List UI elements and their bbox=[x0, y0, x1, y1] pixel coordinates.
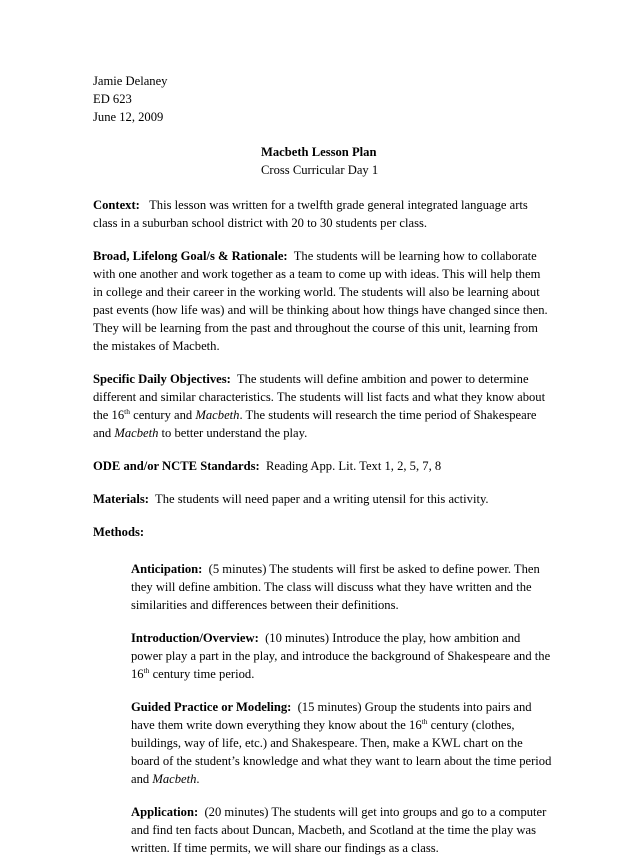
document-date: June 12, 2009 bbox=[93, 110, 164, 124]
objectives-superscript: th bbox=[124, 407, 130, 416]
document-page bbox=[93, 72, 553, 857]
introduction-superscript: th bbox=[143, 666, 150, 675]
document-title: Macbeth Lesson Plan bbox=[261, 145, 377, 159]
context-label: Context: bbox=[93, 198, 140, 212]
introduction-label: Introduction/Overview: bbox=[131, 631, 259, 645]
guided-practice-label: Guided Practice or Modeling: bbox=[131, 700, 292, 714]
guided-practice-text-b: century (clothes, buildings, way of life, etc.) and Shakespeare. Then, make a KWL chart on the board of the student’s knowledge and what they want to learn about the time period and bbox=[131, 718, 552, 786]
objectives-italic-a: Macbeth bbox=[195, 408, 240, 422]
guided-practice-italic: Macbeth bbox=[152, 772, 197, 786]
objectives-italic-b: Macbeth bbox=[114, 426, 159, 440]
goals-section bbox=[93, 247, 553, 355]
context-section bbox=[93, 196, 553, 232]
introduction-text-a: (10 minutes) Introduce the play, how ambition and power play a part in the play, and introduce the background of Shakespeare and the 16 bbox=[131, 631, 551, 681]
objectives-text-a: The students will define ambition and power to determine different and similar characteristics. The students will list facts and what they know about the 16 bbox=[93, 372, 546, 422]
application-label: Application: bbox=[131, 805, 199, 819]
objectives-text-b: century and bbox=[129, 408, 196, 422]
anticipation-label: Anticipation: bbox=[131, 562, 203, 576]
standards-label: ODE and/or NCTE Standards: bbox=[93, 459, 260, 473]
methods-label: Methods: bbox=[93, 525, 145, 539]
document-subtitle: Cross Curricular Day 1 bbox=[261, 163, 379, 177]
methods-section bbox=[93, 523, 553, 857]
application-item bbox=[131, 803, 553, 857]
goals-label: Broad, Lifelong Goal/s & Rationale: bbox=[93, 249, 288, 263]
standards-text: Reading App. Lit. Text 1, 2, 5, 7, 8 bbox=[265, 459, 442, 473]
objectives-text-c: . The students will research the time period of Shakespeare and bbox=[93, 408, 537, 440]
guided-practice-text-a: (15 minutes) Group the students into pairs and have them write down everything they know about the 16 bbox=[131, 700, 532, 732]
application-text: (20 minutes) The students will get into groups and go to a computer and find ten facts about Duncan, Macbeth, and Scotland at the time the play was written. If time permits, we will share our findings as a class. bbox=[131, 805, 547, 855]
guided-practice-text-c: . bbox=[196, 772, 200, 786]
materials-text: The students will need paper and a writing utensil for this activity. bbox=[155, 492, 489, 506]
author-name: Jamie Delaney bbox=[93, 74, 168, 88]
anticipation-item bbox=[131, 560, 553, 614]
anticipation-text: (5 minutes) The students will first be asked to define power. Then they will define ambition. The class will discuss what they have written and the similarities and differences between their definitions. bbox=[131, 562, 540, 612]
goals-text: The students will be learning how to collaborate with one another and work together as a team to come up with ideas. This will help them in college and their career in the working world. The students will also be learning about past events (how life was) and will be thinking about how things have changed since then. They will be learning from the past and throughout the course of this unit, learning from the mistakes of Macbeth. bbox=[93, 249, 548, 353]
context-text: This lesson was written for a twelfth grade general integrated language arts class in a suburban school district with 20 to 30 students per class. bbox=[93, 198, 528, 230]
course-number: ED 623 bbox=[93, 92, 132, 106]
guided-practice-superscript: th bbox=[421, 717, 428, 726]
introduction-item bbox=[131, 629, 553, 683]
objectives-label: Specific Daily Objectives: bbox=[93, 372, 231, 386]
title-block bbox=[261, 143, 553, 179]
introduction-text-b: century time period. bbox=[149, 667, 255, 681]
materials-section bbox=[93, 490, 553, 508]
materials-label: Materials: bbox=[93, 492, 149, 506]
document-header bbox=[93, 72, 553, 126]
objectives-text-d: to better understand the play. bbox=[158, 426, 308, 440]
objectives-section bbox=[93, 370, 553, 442]
standards-section bbox=[93, 457, 553, 475]
guided-practice-item bbox=[131, 698, 553, 788]
